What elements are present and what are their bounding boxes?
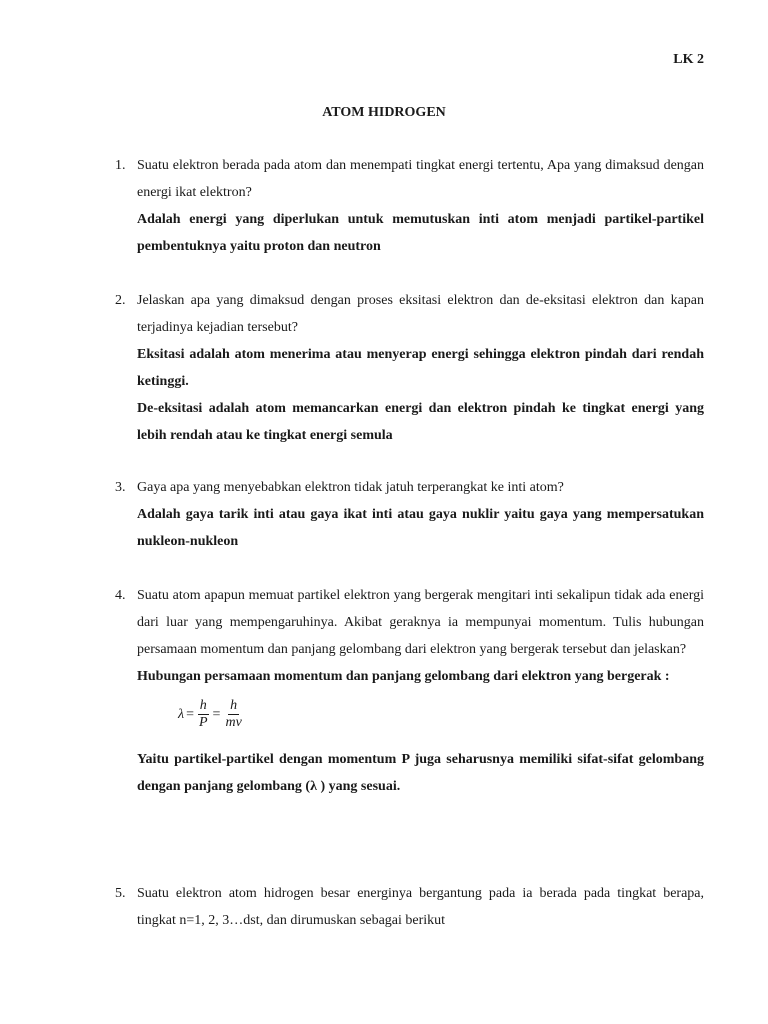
- answer-intro: Hubungan persamaan momentum dan panjang gelombang dari elektron yang bergerak :: [137, 669, 670, 684]
- fraction-h-over-mv: [223, 698, 243, 731]
- worksheet-label: LK 2: [673, 52, 704, 67]
- question-number: 5.: [115, 886, 126, 901]
- answer-text: Eksitasi adalah atom menerima atau menyerap energi sehingga elektron pindah dari rendah ketinggi.: [137, 347, 704, 389]
- page-title: ATOM HIDROGEN: [322, 105, 446, 120]
- question-text: Suatu atom apapun memuat partikel elektron yang bergerak mengitari inti sekalipun tidak ada energi dari luar yang mempengaruhinya. Akibat geraknya ia mempunyai momentum. Tulis hubungan persamaan momentum dan panjang gelombang dari elektron yang bergerak tersebut dan jelaskan?: [137, 588, 704, 657]
- answer-outro: Yaitu partikel-partikel dengan momentum P juga seharusnya memiliki sifat-sifat gelombang dengan panjang gelombang (λ ) yang sesuai.: [137, 752, 704, 794]
- equals-sign: =: [186, 706, 194, 722]
- question-item-2: [115, 287, 704, 449]
- answer-text: De-eksitasi adalah atom memancarkan energi dan elektron pindah ke tingkat energi yang lebih rendah atau ke tingkat energi semula: [137, 401, 704, 443]
- fraction-h-over-p: [197, 698, 210, 731]
- question-number: 4.: [115, 588, 126, 603]
- de-broglie-formula: [177, 694, 704, 734]
- fraction-numerator: h: [230, 697, 238, 713]
- question-item-3: [115, 474, 704, 555]
- answer-text: Adalah gaya tarik inti atau gaya ikat inti atau gaya nuklir yaitu gaya yang mempersatukan nukleon-nukleon: [137, 507, 704, 549]
- question-text: Suatu elektron berada pada atom dan menempati tingkat energi tertentu, Apa yang dimaksud dengan energi ikat elektron?: [137, 158, 704, 200]
- question-item-4: [115, 582, 704, 800]
- question-text: Suatu elektron atom hidrogen besar energinya bergantung pada ia berada pada tingkat berapa, tingkat n=1, 2, 3…dst, dan dirumuskan sebagai berikut: [137, 886, 704, 928]
- question-item-1: [115, 152, 704, 260]
- question-text: Gaya apa yang menyebabkan elektron tidak jatuh terperangkat ke inti atom?: [137, 480, 564, 495]
- question-number: 2.: [115, 293, 126, 308]
- fraction-numerator: h: [199, 697, 207, 713]
- lambda-symbol: λ: [178, 706, 185, 722]
- question-item-5: [115, 880, 704, 934]
- equals-sign: =: [212, 706, 221, 722]
- fraction-denominator: P: [198, 714, 208, 730]
- answer-text: Adalah energi yang diperlukan untuk memutuskan inti atom menjadi partikel-partikel pembentuknya yaitu proton dan neutron: [137, 212, 704, 254]
- question-number: 1.: [115, 158, 126, 173]
- question-number: 3.: [115, 480, 126, 495]
- fraction-denominator: mv: [225, 714, 242, 730]
- question-text: Jelaskan apa yang dimaksud dengan proses eksitasi elektron dan de-eksitasi elektron dan kapan terjadinya kejadian tersebut?: [137, 293, 704, 335]
